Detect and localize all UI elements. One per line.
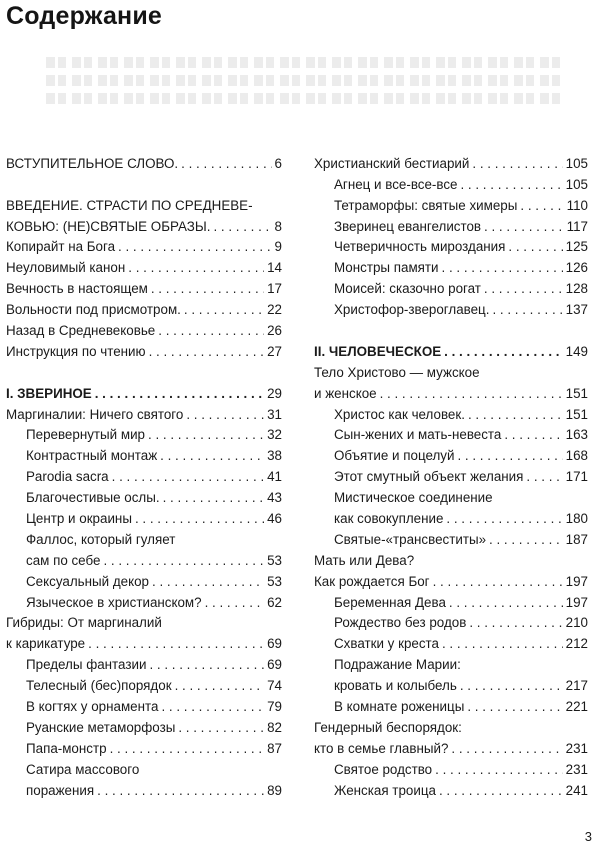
toc-page-number: 210 <box>565 615 588 631</box>
dot-leader <box>112 469 264 485</box>
toc-entry-title: Моисей: сказочно рогат <box>334 281 481 297</box>
toc-entry <box>6 255 282 276</box>
toc-entry-title: Перевернутый мир <box>26 427 146 443</box>
dot-leader <box>148 427 264 443</box>
toc-entry <box>6 569 282 590</box>
toc-entry <box>6 506 282 527</box>
toc-entry <box>314 715 588 736</box>
toc-page-number: 6 <box>274 155 282 171</box>
toc-entry-title: Тетраморфы: святые химеры <box>334 197 518 213</box>
dot-leader <box>504 427 562 443</box>
toc-entry <box>6 402 282 423</box>
toc-entry-title: Гибриды: От маргиналий <box>6 615 162 631</box>
toc-entry <box>314 673 588 694</box>
toc-entry-title: ВВЕДЕНИЕ. СТРАСТИ ПО СРЕДНЕВЕ- <box>6 197 253 213</box>
toc-entry-title: ВСТУПИТЕЛЬНОЕ СЛОВО. <box>6 155 179 171</box>
toc-entry-title: Агнец и все-все-все <box>334 176 458 192</box>
dot-leader <box>380 386 563 402</box>
dot-leader <box>103 553 264 569</box>
toc-part-heading <box>314 339 588 360</box>
toc-entry <box>6 778 282 799</box>
dot-leader <box>472 156 562 172</box>
dot-leader <box>97 783 264 799</box>
toc-entry-title: Руанские метаморфозы <box>26 719 176 735</box>
toc-page-number: 197 <box>565 573 588 589</box>
toc-entry-title: Христос как человек. <box>334 406 465 422</box>
dot-leader <box>492 302 562 318</box>
toc-entry-title: Parodia sacra <box>26 469 109 485</box>
dot-leader <box>460 177 562 193</box>
toc-entry <box>6 548 282 569</box>
toc-entry <box>314 485 588 506</box>
toc-entry <box>314 757 588 778</box>
toc-entry <box>314 778 588 799</box>
toc-entry <box>314 443 588 464</box>
toc-entry <box>314 506 588 527</box>
toc-right-column <box>314 151 588 799</box>
toc-page-number: 110 <box>566 197 588 213</box>
toc-entry-title: Святое родство <box>334 761 433 777</box>
toc-entry <box>6 276 282 297</box>
toc-page-number: 17 <box>267 281 282 297</box>
dot-leader <box>442 636 563 652</box>
dot-leader <box>163 490 265 506</box>
toc-entry-title: Маргиналии: Ничего святого <box>6 406 184 422</box>
dot-leader <box>161 699 264 715</box>
toc-entry-title: сам по себе <box>26 552 101 568</box>
toc-entry-title: Сексуальный декор <box>26 573 149 589</box>
toc-entry <box>314 297 588 318</box>
toc-entry-title: Пределы фантазии <box>26 657 147 673</box>
toc-page-number: 168 <box>565 448 588 464</box>
dot-leader <box>526 469 562 485</box>
toc-entry <box>6 652 282 673</box>
dot-leader <box>446 511 562 527</box>
toc-entry <box>314 694 588 715</box>
toc-entry-title: Сатира массового <box>26 761 140 777</box>
toc-page-number: 231 <box>565 761 588 777</box>
toc-entry <box>6 443 282 464</box>
dot-leader <box>205 595 265 611</box>
toc-part-heading <box>6 381 282 402</box>
dot-leader <box>451 741 562 757</box>
toc-entry <box>6 485 282 506</box>
toc-page-number: 46 <box>267 511 282 527</box>
dot-leader <box>158 323 264 339</box>
toc-entry <box>314 151 588 172</box>
dot-leader <box>442 260 563 276</box>
toc-page-number: 105 <box>565 176 588 192</box>
dot-leader <box>110 741 265 757</box>
toc-entry <box>314 214 588 235</box>
dot-leader <box>178 720 264 736</box>
toc-page-number: 69 <box>267 657 282 673</box>
toc-page-number: 8 <box>274 218 282 234</box>
toc-page-number: 151 <box>565 406 588 422</box>
toc-entry <box>314 423 588 444</box>
toc-entry-title: Гендерный беспорядок: <box>314 719 462 735</box>
dot-leader <box>151 281 264 297</box>
toc-page-number: 31 <box>267 406 282 422</box>
toc-page-number: 87 <box>267 740 282 756</box>
toc-page-number: 197 <box>565 594 588 610</box>
toc-entry-title: Христофор-звероглавец. <box>334 302 490 318</box>
toc-page-number: 14 <box>267 260 282 276</box>
dot-leader <box>469 615 562 631</box>
toc-entry <box>6 214 282 235</box>
toc-entry <box>314 255 588 276</box>
toc-page-number: 27 <box>267 343 282 359</box>
toc-entry <box>314 652 588 673</box>
toc-page-number: 117 <box>566 218 588 234</box>
dot-leader <box>468 407 563 423</box>
toc-entry <box>6 151 282 172</box>
toc-entry <box>6 694 282 715</box>
toc-page-number: 126 <box>565 260 588 276</box>
toc-entry-title: Сын-жених и мать-невеста <box>334 427 502 443</box>
toc-entry-title: Тело Христово — мужское <box>314 364 480 380</box>
dot-leader <box>149 344 265 360</box>
toc-entry-title: Центр и окраины <box>26 511 132 527</box>
toc-page-number: 125 <box>565 239 588 255</box>
page-title: Содержание <box>6 2 163 30</box>
toc-entry-title: Женская троица <box>334 782 436 798</box>
toc-entry <box>6 736 282 757</box>
toc-entry-title: Рождество без родов <box>334 615 467 631</box>
toc-page-number: 82 <box>267 719 282 735</box>
dot-leader <box>175 678 265 694</box>
toc-entry <box>314 172 588 193</box>
toc-page-number: 22 <box>267 302 282 318</box>
toc-page-number: 29 <box>267 385 282 401</box>
toc-page-number: 89 <box>267 782 282 798</box>
toc-entry-title: Святые-«трансвеститы» <box>334 531 487 547</box>
toc-entry-title: Вечность в настоящем <box>6 281 148 297</box>
dot-leader <box>520 198 563 214</box>
toc-entry-title: II. ЧЕЛОВЕЧЕСКОЕ <box>314 343 442 359</box>
toc-entry <box>314 611 588 632</box>
dot-leader <box>213 219 271 235</box>
toc-entry-title: Назад в Средневековье <box>6 323 156 339</box>
toc-entry-title: I. ЗВЕРИНОЕ <box>6 385 92 401</box>
dot-leader <box>135 511 264 527</box>
toc-entry <box>314 235 588 256</box>
toc-entry-title: и женское <box>314 385 377 401</box>
toc-entry-title: к карикатуре <box>6 636 86 652</box>
toc-entry-title: КОВЬЮ: (НЕ)СВЯТЫЕ ОБРАЗЫ. <box>6 218 211 234</box>
dot-leader <box>457 448 562 464</box>
toc-page-number: 180 <box>565 511 588 527</box>
toc-entry <box>6 590 282 611</box>
toc-page-number: 74 <box>267 678 282 694</box>
toc-entry-title: Вольности под присмотром. <box>6 302 181 318</box>
toc-entry-title: Контрастный монтаж <box>26 448 158 464</box>
toc-entry-title: В комнате роженицы <box>334 699 465 715</box>
toc-entry-title: В когтях у орнамента <box>26 699 159 715</box>
toc-entry-title: Телесный (бес)порядок <box>26 678 172 694</box>
toc-entry <box>6 715 282 736</box>
dot-leader <box>444 344 562 360</box>
toc-entry-title: Как рождается Бог <box>314 573 430 589</box>
toc-page-number: 151 <box>565 385 588 401</box>
dot-leader <box>439 783 563 799</box>
toc-page-number: 79 <box>267 699 282 715</box>
dot-leader <box>184 302 264 318</box>
toc-entry <box>6 297 282 318</box>
toc-page-number: 241 <box>565 782 588 798</box>
dot-leader <box>467 699 562 715</box>
toc-entry <box>6 464 282 485</box>
toc-entry-title: Монстры памяти <box>334 260 439 276</box>
dot-leader <box>460 678 563 694</box>
toc-page-number: 217 <box>565 678 588 694</box>
toc-page-number: 105 <box>565 155 588 171</box>
toc-entry-title: Копирайт на Бога <box>6 239 116 255</box>
toc-entry <box>6 235 282 256</box>
toc-entry-title: кто в семье главный? <box>314 740 449 756</box>
toc-entry-title: Подражание Марии: <box>334 657 461 673</box>
dot-leader <box>160 448 264 464</box>
toc-entry <box>6 757 282 778</box>
toc-entry <box>314 402 588 423</box>
toc-entry <box>314 193 588 214</box>
toc-entry-title: Благочестивые ослы. <box>26 490 160 506</box>
toc-entry <box>6 673 282 694</box>
toc-page-number: 53 <box>267 573 282 589</box>
dot-leader <box>186 407 264 423</box>
toc-page-number: 128 <box>565 281 588 297</box>
dot-leader <box>95 386 264 402</box>
toc-left-column <box>6 151 282 799</box>
toc-entry-title: как совокупление <box>334 511 444 527</box>
toc-page-number: 137 <box>565 302 588 318</box>
dot-leader <box>435 762 563 778</box>
toc-page-number: 187 <box>565 531 588 547</box>
dot-leader <box>118 239 272 255</box>
toc-page-number: 69 <box>267 636 282 652</box>
toc-entry <box>314 276 588 297</box>
toc-page-number: 41 <box>267 469 282 485</box>
toc-entry-title: Христианский бестиарий <box>314 155 470 171</box>
toc-entry-title: Фаллос, который гуляет <box>26 531 176 547</box>
dot-leader <box>88 636 264 652</box>
toc-entry-title: Инструкция по чтению <box>6 343 146 359</box>
toc-entry <box>314 569 588 590</box>
toc-entry <box>314 381 588 402</box>
dot-leader <box>149 657 264 673</box>
toc-entry <box>6 611 282 632</box>
toc-entry <box>6 527 282 548</box>
toc-entry-title: Объятие и поцелуй <box>334 448 455 464</box>
toc-entry <box>314 631 588 652</box>
toc-entry <box>6 318 282 339</box>
toc-entry-title: Мистическое соединение <box>334 490 493 506</box>
toc-entry <box>314 360 588 381</box>
dot-leader <box>484 281 563 297</box>
toc-entry <box>314 464 588 485</box>
toc-entry <box>314 527 588 548</box>
toc-page-number: 9 <box>274 239 282 255</box>
dot-leader <box>433 574 563 590</box>
dot-leader <box>484 219 564 235</box>
dot-leader <box>489 532 563 548</box>
toc-page-number: 163 <box>565 427 588 443</box>
toc-entry-title: Неуловимый канон <box>6 260 126 276</box>
toc-entry <box>6 631 282 652</box>
toc-entry-title: Папа-монстр <box>26 740 107 756</box>
toc-entry-title: Беременная Дева <box>334 594 446 610</box>
toc-entry-title: Зверинец евангелистов <box>334 218 482 234</box>
toc-page-number: 26 <box>267 323 282 339</box>
toc-entry-title: Мать или Дева? <box>314 552 415 568</box>
toc-entry <box>6 423 282 444</box>
toc-page-number: 62 <box>267 594 282 610</box>
toc-entry <box>6 193 282 214</box>
dot-leader <box>152 574 264 590</box>
toc-entry-title: кровать и колыбель <box>334 678 457 694</box>
dot-leader <box>449 595 563 611</box>
dot-leader <box>508 239 562 255</box>
toc-page-number: 149 <box>565 343 588 359</box>
dot-leader <box>128 260 264 276</box>
toc-entry-title: поражения <box>26 782 95 798</box>
toc-entry-title: Схватки у креста <box>334 636 439 652</box>
toc-page-number: 171 <box>565 469 588 485</box>
toc-entry-title: Этот смутный объект желания <box>334 469 524 485</box>
dot-leader <box>181 156 271 172</box>
toc-page-number: 53 <box>267 552 282 568</box>
page-number: 3 <box>584 829 592 844</box>
toc-entry <box>314 590 588 611</box>
toc-entry-title: Языческое в христианском? <box>26 594 202 610</box>
toc-entry-title: Четверичность мироздания <box>334 239 506 255</box>
toc-page-number: 231 <box>565 740 588 756</box>
bleed-through-text <box>46 50 566 120</box>
toc-page-number: 38 <box>267 448 282 464</box>
toc-page-number: 43 <box>267 490 282 506</box>
toc-page-number: 32 <box>267 427 282 443</box>
toc-entry <box>314 548 588 569</box>
toc-page-number: 221 <box>565 699 588 715</box>
toc-entry <box>314 736 588 757</box>
toc-page-number: 212 <box>565 636 588 652</box>
toc-entry <box>6 339 282 360</box>
